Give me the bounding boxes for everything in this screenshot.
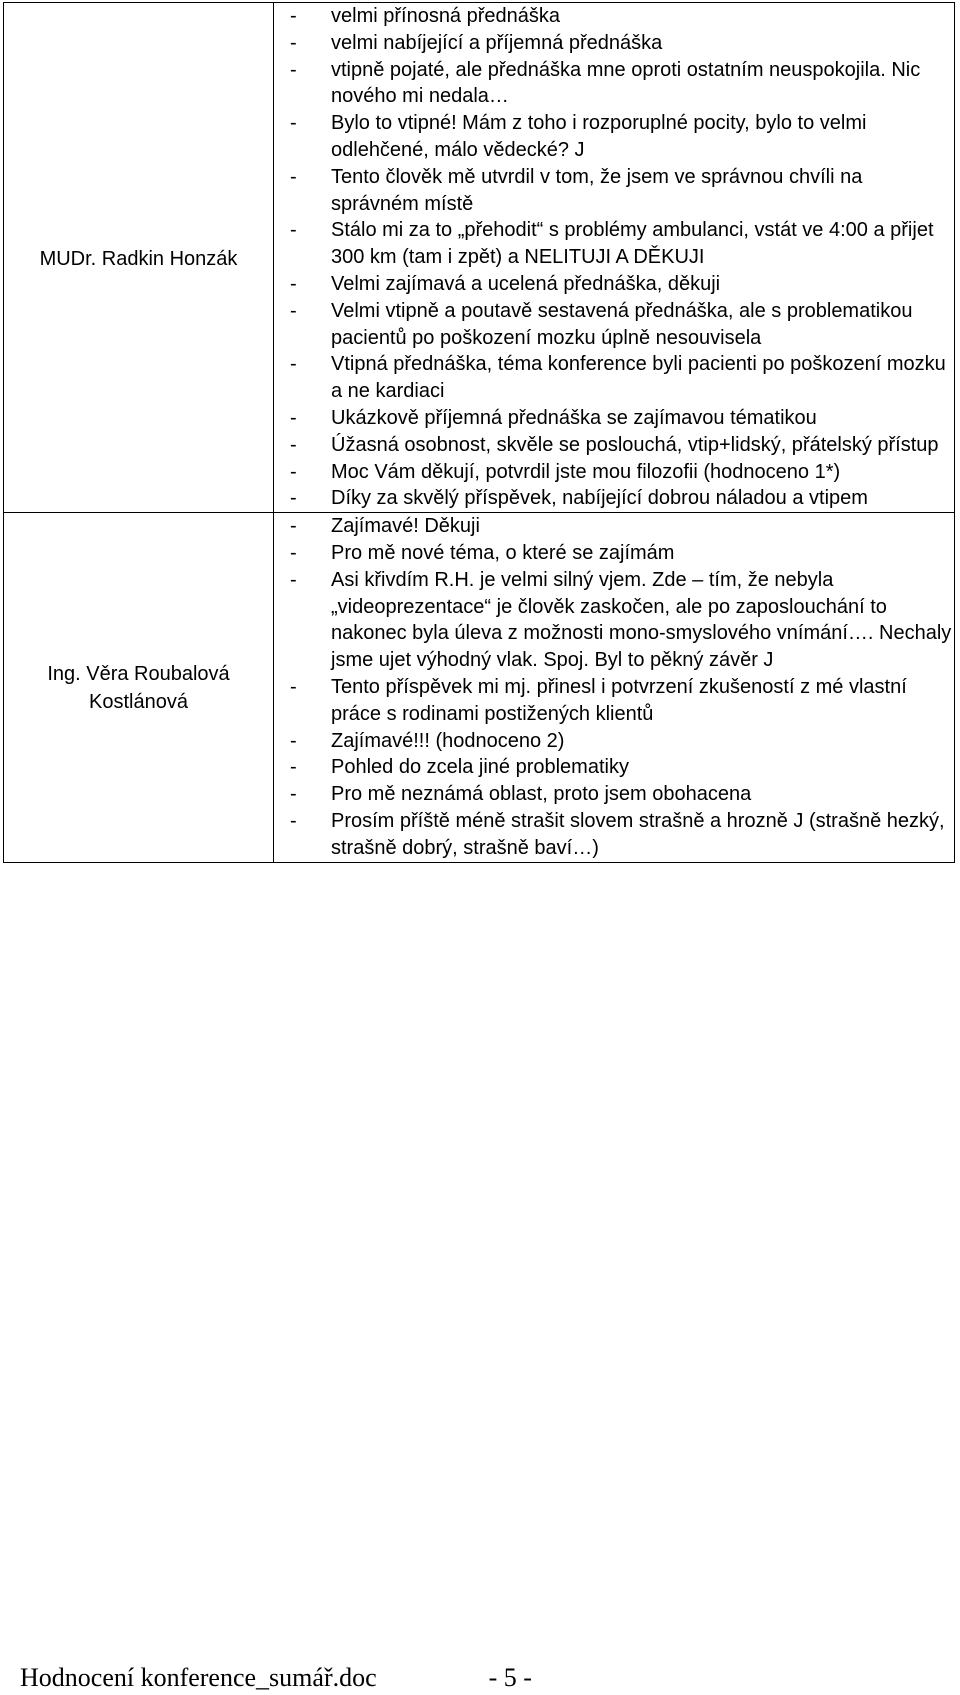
list-item: - Zajímavé! Děkuji xyxy=(274,513,952,540)
list-item: - Pro mě neznámá oblast, proto jsem obohacena xyxy=(274,781,952,808)
list-item: - Asi křivdím R.H. je velmi silný vjem. Zde – tím, že nebyla „videoprezentace“ je člověk zaskočen, ale po zaposlouchání to nakonec byla úleva z možnosti mono-smyslového vnímání…. Nechaly jsme ujet výhodný vlak. Spoj. Byl to pěkný závěr J xyxy=(274,567,952,674)
feedback-table xyxy=(3,2,955,863)
speaker-name: Ing. Věra Roubalová xyxy=(47,663,230,686)
list-item: - Prosím příště méně strašit slovem strašně a hrozně J (strašně hezký, strašně dobrý, strašně baví…) xyxy=(274,808,952,862)
list-item: - Pro mě nové téma, o které se zajímám xyxy=(274,540,952,567)
comment-list xyxy=(274,3,952,512)
list-item: - vtipně pojaté, ale přednáška mne oproti ostatním neuspokojila. Nic nového mi nedala… xyxy=(274,57,952,111)
list-item: - Ukázkově příjemná přednáška se zajímavou tématikou xyxy=(274,405,952,432)
list-item: - Bylo to vtipné! Mám z toho i rozporuplné pocity, bylo to velmi odlehčené, málo vědecké? J xyxy=(274,110,952,164)
comments-cell xyxy=(274,3,955,513)
list-item: - Tento příspěvek mi mj. přinesl i potvrzení zkušeností z mé vlastní práce s rodinami postižených klientů xyxy=(274,674,952,728)
speaker-name: MUDr. Radkin Honzák xyxy=(39,247,238,270)
list-item: - Tento člověk mě utvrdil v tom, že jsem ve správnou chvíli na správném místě xyxy=(274,164,952,218)
list-item: - Pohled do zcela jiné problematiky xyxy=(274,754,952,781)
list-item: - Díky za skvělý příspěvek, nabíjející dobrou náladou a vtipem xyxy=(274,485,952,512)
table-row xyxy=(4,513,955,862)
list-item: - Vtipná přednáška, téma konference byli pacienti po poškození mozku a ne kardiaci xyxy=(274,351,952,405)
list-item: - velmi přínosná přednáška xyxy=(274,3,952,30)
list-item: - Stálo mi za to „přehodit“ s problémy ambulanci, vstát ve 4:00 a přijet 300 km (tam i zpět) a NELITUJI A DĚKUJI xyxy=(274,217,952,271)
footer-page-number: - 5 - xyxy=(488,1663,532,1692)
speaker-cell xyxy=(4,3,274,513)
comment-list xyxy=(274,513,952,861)
footer-filename: Hodnocení konference_sumář.doc xyxy=(20,1663,377,1692)
speaker-cell xyxy=(4,513,274,862)
list-item: - Moc Vám děkují, potvrdil jste mou filozofii (hodnoceno 1*) xyxy=(274,459,952,486)
list-item: - Velmi zajímavá a ucelená přednáška, děkuji xyxy=(274,271,952,298)
list-item: - velmi nabíjející a příjemná přednáška xyxy=(274,30,952,57)
list-item: - Velmi vtipně a poutavě sestavená přednáška, ale s problematikou pacientů po poškození mozku úplně nesouvisela xyxy=(274,298,952,352)
page-footer xyxy=(20,1664,532,1692)
comments-cell xyxy=(274,513,955,862)
table-row xyxy=(4,3,955,513)
list-item: - Zajímavé!!! (hodnoceno 2) xyxy=(274,728,952,755)
speaker-name-continued: Kostlánová xyxy=(89,691,188,714)
list-item: - Úžasná osobnost, skvěle se poslouchá, vtip+lidský, přátelský přístup xyxy=(274,432,952,459)
